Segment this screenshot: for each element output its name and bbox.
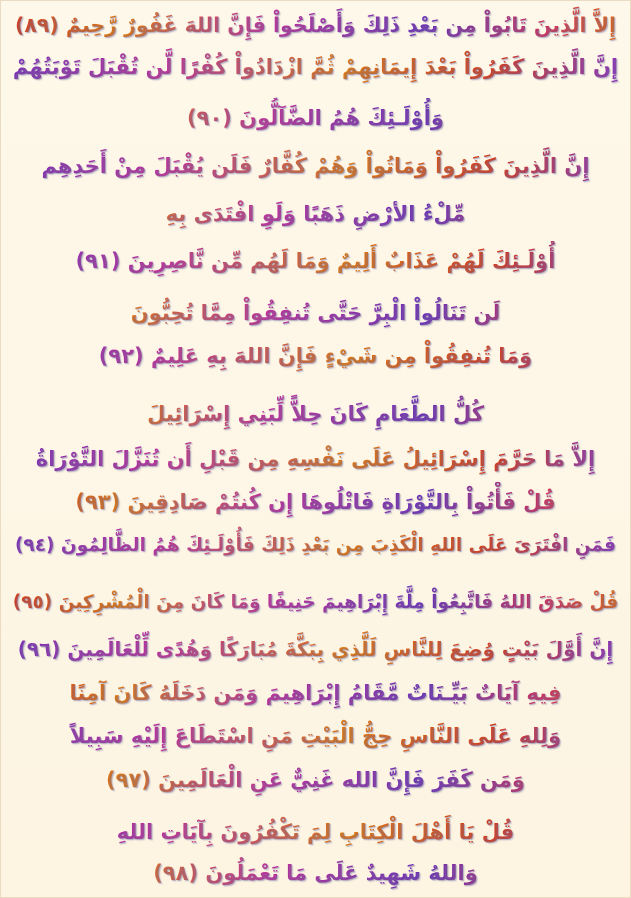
verse-line: قُلْ فَأْتُواْ بِالتَّوْرَاةِ فَاتْلُوهَا إِن كُنتُمْ صَادِقِينَ (٩٣) [11,482,620,522]
verse-line: إِلاَّ الَّذِينَ تَابُواْ مِن بَعْدِ ذَلِكَ وَأَصْلَحُواْ فَإِنَّ اللهَ غَفُورٌ رَّحِيمٌ (٨٩) [11,5,620,45]
verse-line: قُلْ صَدَقَ اللهُ فَاتَّبِعُواْ مِلَّةَ إِبْرَاهِيمَ حَنِيفًا وَمَا كَانَ مِنَ الْمُشْرِكِينَ (٩٥) [11,583,620,623]
verse-line: وَمَا تُنفِقُواْ مِن شَيْءٍ فَإِنَّ اللهَ بِهِ عَلِيمٌ (٩٢) [11,336,620,376]
verse-line: مِّلْءُ الأرْضِ ذَهَبًا وَلَوِ افْتَدَى بِهِ [11,194,620,234]
verse-line: وَاللهُ شَهِيدٌ عَلَى مَا تَعْمَلُونَ (٩٨) [11,853,620,893]
verse-line: إِنَّ الَّذِينَ كَفَرُواْ بَعْدَ إِيمَانِهِمْ ثُمَّ ازْدَادُواْ كُفْرًا لَّن تُقْبَلَ تَوْبَتُهُمْ [11,47,620,87]
verse-line: إِنَّ الَّذِينَ كَفَرُواْ وَمَاتُواْ وَهُمْ كُفَّارٌ فَلَن يُقْبَلَ مِنْ أَحَدِهِم [11,146,620,186]
verse-line: أُوْلَـئِكَ لَهُمْ عَذَابٌ أَلِيمٌ وَمَا لَهُم مِّن نَّاصِرِينَ (٩١) [11,241,620,281]
verse-line: إِنَّ أَوَّلَ بَيْتٍ وُضِعَ لِلنَّاسِ لَلَّذِي بِبَكَّةَ مُبَارَكًا وَهُدًى لِّلْعَالَمِينَ (٩٦) [11,629,620,669]
verse-line: فَمَنِ افْتَرَىَ عَلَى اللهِ الْكَذِبَ مِن بَعْدِ ذَلِكَ فَأُوْلَـئِكَ هُمُ الظَّالِمُونَ (٩٤) [11,526,620,566]
verse-line: وَمَن كَفَرَ فَإِنَّ الله غَنِيٌّ عَنِ الْعَالَمِينَ (٩٧) [11,760,620,800]
verse-line: قُلْ يَا أَهْلَ الْكِتَابِ لِمَ تَكْفُرُونَ بِآيَاتِ اللهِ [11,812,620,852]
verse-line: وَلِلهِ عَلَى النَّاسِ حِجُّ الْبَيْتِ مَنِ اسْتَطَاعَ إِلَيْهِ سَبِيلاً [11,716,620,756]
verse-line: كُلُّ الطَّعَامِ كَانَ حِلاًّ لِّبَنِي إِسْرَائِيلَ [11,394,620,434]
verse-line: فِيهِ آيَاتٌ بَيِّـنَاتٌ مَّقَامُ إِبْرَاهِيمَ وَمَن دَخَلَهُ كَانَ آمِنًا [11,673,620,713]
verse-line: وَأُوْلَـئِكَ هُمُ الضَّآلُّونَ (٩٠) [11,98,620,138]
verse-line: إِلاَّ مَا حَرَّمَ إِسْرَائِيلُ عَلَى نَفْسِهِ مِن قَبْلِ أَن تُنَزَّلَ التَّوْرَاةُ [11,439,620,479]
verse-line: لَن تَنَالُواْ الْبِرَّ حَتَّى تُنفِقُواْ مِمَّا تُحِبُّونَ [11,293,620,333]
